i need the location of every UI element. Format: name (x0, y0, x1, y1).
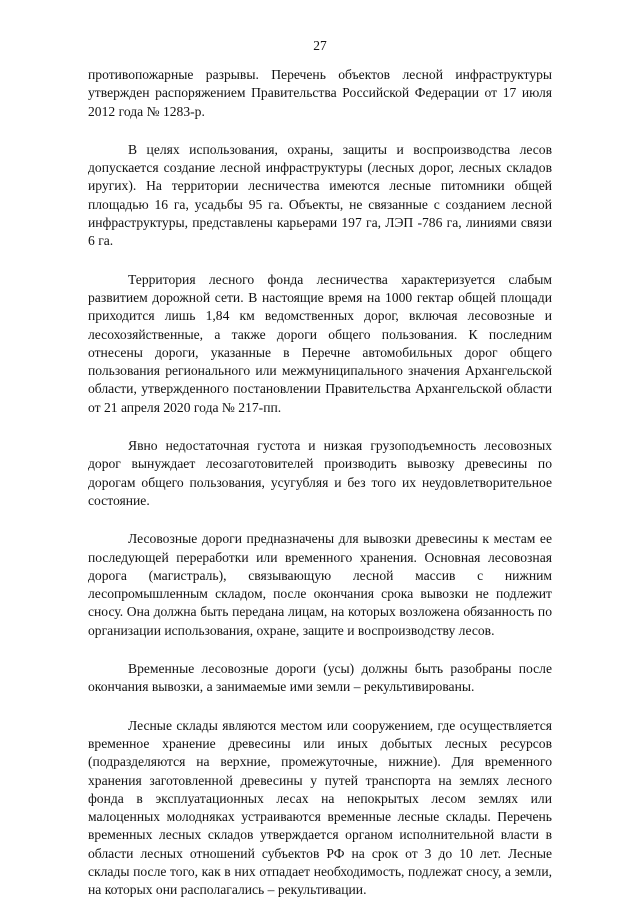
paragraph-temporary-roads: Временные лесовозные дороги (усы) должны быть разобраны после окончания вывозки, а занимаемые ими земли – рекультивированы. (88, 661, 552, 695)
document-body (88, 66, 552, 920)
paragraph-forest-infrastructure: В целях использования, охраны, защиты и воспроизводства лесов допускается создание лесной инфраструктуры (лесных дорог, лесных складов иругих). На территории лесничества имеются лесные питомники общей площадью 16 га, усадьбы 95 га. Объекты, не связанные с созданием лесной инфраструктуры, представлены карьерами 197 га, ЛЭП -786 га, линиями связи 6 га. (88, 141, 552, 249)
paragraph-road-network: Территория лесного фонда лесничества характеризуется слабым развитием дорожной сети. В настоящие время на 1000 гектар общей площади приходится лишь 1,84 км ведомственных дорог, включая лесовозные и лесохозяйственные, а также дороги общего пользования. К последним отнесены дороги, указанные в Перечне автомобильных дорог общего пользования регионального или межмуниципального значения Архангельской области, утвержденного постановлении Правительства Архангельской области от 21 апреля 2020 года № 217-пп. (88, 271, 552, 415)
paragraph-forest-warehouses: Лесные склады являются местом или сооружением, где осуществляется временное хранение древесины или иных добытых лесных ресурсов (подразделяются на верхние, промежуточные, нижние). Для временного хранения заготовленной древесины у путей транспорта на землях лесного фонда в эксплуатационных лесах на непокрытых лесом землях или малоценных молодняках устраиваются временные лесные склады. Перечень временных лесных складов утверждается органом исполнительной власти в области лесных отношений субъектов РФ на срок от 3 до 10 лет. Лесные склады после того, как в них отпадает необходимость, подлежат сносу, а земли, на которых они располагались – рекультивации. (88, 717, 552, 898)
page-number: 27 (313, 38, 327, 53)
paragraph-infrastructure-list: противопожарные разрывы. Перечень объектов лесной инфраструктуры утвержден распоряжением Правительства Российской Федерации от 17 июля 2012 года № 1283-р. (88, 67, 552, 119)
paragraph-logging-roads: Лесовозные дороги предназначены для вывозки древесины к местам ее последующей переработки или временного хранения. Основная лесовозная дорога (магистраль), связывающую лесной массив с нижним лесопромышленным складом, после окончания срока вывозки не подлежит сносу. Она должна быть передана лицам, на которых возложена обязанность по организации использования, охране, защите и воспроизводству лесов. (88, 531, 552, 638)
paragraph-road-density: Явно недостаточная густота и низкая грузоподъемность лесовозных дорог вынуждает лесозаготовителей производить вывозку древесины по дорогам общего пользования, усугубляя и без того их неудовлетворительное состояние. (88, 438, 552, 508)
